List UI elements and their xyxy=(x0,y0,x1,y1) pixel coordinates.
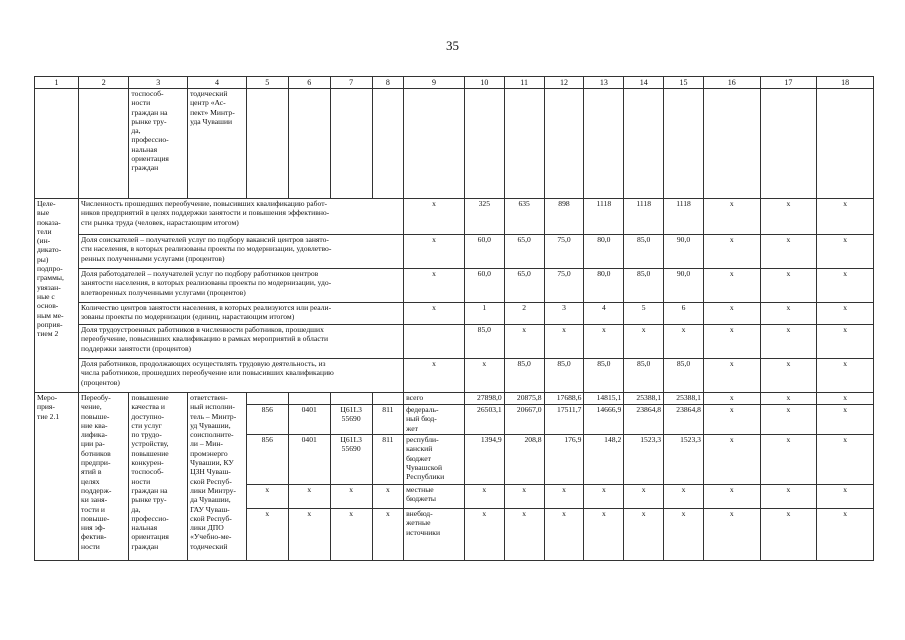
funding-value: x xyxy=(544,509,584,561)
funding-value: x xyxy=(703,485,760,509)
indicator-row xyxy=(35,325,874,359)
indicator-value: 85,0 xyxy=(624,269,664,303)
indicator-value: 1118 xyxy=(624,199,664,235)
indicator-value: 65,0 xyxy=(504,235,544,269)
indicator-text: Количество центров занятости населения, в которых реализуются или реали- зованы проекты по модернизации (единиц, нарастающим итогом) xyxy=(79,303,404,325)
indicator-value: x xyxy=(817,325,874,359)
indicator-value: x xyxy=(703,199,760,235)
funding-value: x xyxy=(584,485,624,509)
funding-value: x xyxy=(664,509,704,561)
indicator-value: x xyxy=(817,235,874,269)
funding-value: x xyxy=(703,435,760,485)
measure-label: Меро- прия- тие 2.1 xyxy=(35,393,79,561)
measure-name: Переобу- чение, повыше- ние ква- лифика- ции ра- ботников предпри- ятий в целях поддерж- ки заня- тости и повыше- ния эф- фектив- ности xyxy=(79,393,129,561)
indicator-value: x xyxy=(817,199,874,235)
funding-row xyxy=(35,393,874,405)
indicator-value: 6 xyxy=(664,303,704,325)
funding-value: 1394,9 xyxy=(464,435,504,485)
indicator-row xyxy=(35,359,874,393)
budget-code: x xyxy=(372,509,403,561)
indicator-value: 85,0 xyxy=(664,359,704,393)
budget-code: 811 xyxy=(372,405,403,435)
indicator-value: x xyxy=(504,325,544,359)
column-number-18: 18 xyxy=(817,77,874,89)
funding-value: x xyxy=(624,509,664,561)
indicator-value: 90,0 xyxy=(664,269,704,303)
funding-value: 20667,0 xyxy=(504,405,544,435)
header-row xyxy=(35,77,874,89)
indicator-value: x xyxy=(624,325,664,359)
funding-value: 17688,6 xyxy=(544,393,584,405)
indicator-value: x xyxy=(404,303,465,325)
funding-value: 148,2 xyxy=(584,435,624,485)
column-number-10: 10 xyxy=(464,77,504,89)
funding-value: x xyxy=(760,485,817,509)
funding-value: x xyxy=(703,405,760,435)
measure-task: повышение качества и доступно- сти услуг по трудо- устройству, повышение конкурен- тоспособ- ности граждан на рынке тру- да, профессио- нальная ориентация граждан xyxy=(129,393,188,561)
indicator-value: 898 xyxy=(544,199,584,235)
table-cell xyxy=(817,89,874,199)
indicator-row xyxy=(35,199,874,235)
indicator-text: Доля соискателей – получателей услуг по подбору вакансий центров занято- сти населения, в которых реализованы проекты по модернизации, удовлетво- ренных полученными услугами (процентов) xyxy=(79,235,404,269)
indicator-value: 4 xyxy=(584,303,624,325)
funding-value: x xyxy=(760,405,817,435)
indicator-value: x xyxy=(703,359,760,393)
table-cell xyxy=(760,89,817,199)
funding-value: x xyxy=(584,509,624,561)
indicator-value: 60,0 xyxy=(464,235,504,269)
budget-code: x xyxy=(288,485,330,509)
funding-value: 25388,1 xyxy=(664,393,704,405)
budget-code: Ц61L3 55690 xyxy=(330,405,372,435)
indicator-value: x xyxy=(544,325,584,359)
indicator-value: 635 xyxy=(504,199,544,235)
budget-code xyxy=(372,393,403,405)
indicator-value: 2 xyxy=(504,303,544,325)
column-number-11: 11 xyxy=(504,77,544,89)
column-number-8: 8 xyxy=(372,77,403,89)
indicator-value: x xyxy=(703,235,760,269)
indicator-value: x xyxy=(760,269,817,303)
budget-code xyxy=(330,393,372,405)
funding-value: 23864,8 xyxy=(664,405,704,435)
indicator-value: 85,0 xyxy=(584,359,624,393)
table-cell xyxy=(544,89,584,199)
budget-code: x xyxy=(288,509,330,561)
indicator-value: x xyxy=(760,199,817,235)
budget-code: Ц61L3 55690 xyxy=(330,435,372,485)
table-cell xyxy=(404,89,465,199)
indicator-value: x xyxy=(760,359,817,393)
indicator-text: Доля трудоустроенных работников в численности работников, прошедших переобучение, повысивших квалификацию в рамках мероприятий в области поддержки занятости (процентов) xyxy=(79,325,404,359)
funding-source: республи- канский бюджет Чувашской Республики xyxy=(404,435,465,485)
funding-value: x xyxy=(544,485,584,509)
funding-value: x xyxy=(464,485,504,509)
indicator-value: 75,0 xyxy=(544,269,584,303)
funding-value: x xyxy=(817,435,874,485)
indicator-value: 1 xyxy=(464,303,504,325)
budget-code: 0401 xyxy=(288,435,330,485)
column-number-13: 13 xyxy=(584,77,624,89)
table-cell xyxy=(246,89,288,199)
column-number-4: 4 xyxy=(188,77,247,89)
funding-value: x xyxy=(760,435,817,485)
column-number-1: 1 xyxy=(35,77,79,89)
budget-code: x xyxy=(330,509,372,561)
table-cell xyxy=(372,89,403,199)
continuation-row xyxy=(35,89,874,199)
funding-value: 14666,9 xyxy=(584,405,624,435)
funding-value: 20875,8 xyxy=(504,393,544,405)
table-cell xyxy=(584,89,624,199)
funding-value: 26503,1 xyxy=(464,405,504,435)
targets-label: Целе- вые показа- тели (ин- дикато- ры) подпро- граммы, увязан- ные с основ- ным ме- роприя- тием 2 xyxy=(35,199,79,393)
funding-value: 1523,3 xyxy=(624,435,664,485)
indicator-text: Доля работников, продолжающих осуществлять трудовую деятельность, из числа работников, прошедших переобучение или повысивших квалификацию (процентов) xyxy=(79,359,404,393)
column-number-14: 14 xyxy=(624,77,664,89)
funding-source: внебюд- жетные источники xyxy=(404,509,465,561)
funding-source: местные бюджеты xyxy=(404,485,465,509)
budget-code: x xyxy=(246,485,288,509)
table-cell xyxy=(35,89,79,199)
budget-code xyxy=(246,393,288,405)
funding-value: x xyxy=(817,393,874,405)
cont-executor-text: тодический центр «Ас- пект» Минтр- уда Чувашии xyxy=(188,89,247,199)
table-cell xyxy=(624,89,664,199)
indicator-row xyxy=(35,235,874,269)
table-cell xyxy=(330,89,372,199)
table-cell xyxy=(464,89,504,199)
indicator-value: x xyxy=(760,325,817,359)
table-cell xyxy=(703,89,760,199)
budget-code xyxy=(288,393,330,405)
indicator-value: x xyxy=(404,235,465,269)
column-number-17: 17 xyxy=(760,77,817,89)
indicator-value: x xyxy=(664,325,704,359)
funding-value: 27898,0 xyxy=(464,393,504,405)
budget-code: x xyxy=(246,509,288,561)
funding-value: x xyxy=(760,509,817,561)
indicator-value: x xyxy=(464,359,504,393)
column-number-12: 12 xyxy=(544,77,584,89)
indicator-value: x xyxy=(584,325,624,359)
column-number-5: 5 xyxy=(246,77,288,89)
budget-code: 856 xyxy=(246,405,288,435)
funding-value: x xyxy=(817,485,874,509)
indicator-row xyxy=(35,269,874,303)
funding-value: 14815,1 xyxy=(584,393,624,405)
indicator-value: x xyxy=(817,269,874,303)
table-cell xyxy=(664,89,704,199)
measure-executor: ответствен- ный исполни- тель – Минтр- уд Чувашии, соисполните- ли – Мин- промэнерго Чувашии, КУ ЦЗН Чуваш- ской Респуб- лики Минтру- да Чувашии, ГАУ Чуваш- ской Респуб- лики ДПО «Учебно-ме- тодический xyxy=(188,393,247,561)
indicator-value: 60,0 xyxy=(464,269,504,303)
indicator-value: x xyxy=(760,303,817,325)
funding-value: 1523,3 xyxy=(664,435,704,485)
indicator-value: 85,0 xyxy=(504,359,544,393)
column-number-6: 6 xyxy=(288,77,330,89)
indicator-value: 5 xyxy=(624,303,664,325)
funding-value: x xyxy=(760,393,817,405)
column-number-3: 3 xyxy=(129,77,188,89)
funding-value: x xyxy=(664,485,704,509)
indicator-text: Доля работодателей – получателей услуг по подбору работников центров занятости населения, в которых реализованы проекты по модернизации, удо- влетворенных полученными услугами (процентов) xyxy=(79,269,404,303)
funding-value: 208,8 xyxy=(504,435,544,485)
funding-value: x xyxy=(504,509,544,561)
indicator-text: Численность прошедших переобучение, повысивших квалификацию работ- ников предприятий в целях поддержки занятости и повышения эффективно- сти рынка труда (человек, нарастающим итогом) xyxy=(79,199,404,235)
funding-source: всего xyxy=(404,393,465,405)
indicator-value: x xyxy=(760,235,817,269)
indicator-value: 80,0 xyxy=(584,269,624,303)
indicator-value: 85,0 xyxy=(624,235,664,269)
budget-code: 811 xyxy=(372,435,403,485)
page-number: 35 xyxy=(446,38,459,53)
funding-value: 25388,1 xyxy=(624,393,664,405)
funding-value: x xyxy=(817,509,874,561)
indicator-value: 75,0 xyxy=(544,235,584,269)
funding-value: x xyxy=(624,485,664,509)
funding-value: 23864,8 xyxy=(624,405,664,435)
indicator-value: 85,0 xyxy=(624,359,664,393)
indicator-value: 65,0 xyxy=(504,269,544,303)
indicator-value: x xyxy=(404,199,465,235)
funding-value: x xyxy=(504,485,544,509)
budget-code: x xyxy=(372,485,403,509)
table-cell xyxy=(288,89,330,199)
funding-value: 17511,7 xyxy=(544,405,584,435)
column-number-9: 9 xyxy=(404,77,465,89)
funding-value: x xyxy=(703,393,760,405)
indicator-value: 85,0 xyxy=(544,359,584,393)
table-cell xyxy=(79,89,129,199)
funding-source: федераль- ный бюд- жет xyxy=(404,405,465,435)
indicator-value: 1118 xyxy=(664,199,704,235)
funding-value: 176,9 xyxy=(544,435,584,485)
funding-value: x xyxy=(703,509,760,561)
column-number-7: 7 xyxy=(330,77,372,89)
indicator-value: 90,0 xyxy=(664,235,704,269)
column-number-16: 16 xyxy=(703,77,760,89)
indicator-value xyxy=(404,325,465,359)
budget-code: 0401 xyxy=(288,405,330,435)
indicator-value: x xyxy=(703,325,760,359)
table-cell xyxy=(504,89,544,199)
funding-value: x xyxy=(464,509,504,561)
column-number-2: 2 xyxy=(79,77,129,89)
budget-code: 856 xyxy=(246,435,288,485)
indicator-value: x xyxy=(703,269,760,303)
indicator-row xyxy=(35,303,874,325)
program-table xyxy=(34,76,874,561)
indicator-value: 80,0 xyxy=(584,235,624,269)
indicator-value: 3 xyxy=(544,303,584,325)
indicator-value: x xyxy=(703,303,760,325)
indicator-value: x xyxy=(817,359,874,393)
budget-code: x xyxy=(330,485,372,509)
cont-task-text: тоспособ- ности граждан на рынке тру- да, профессио- нальная ориентация граждан xyxy=(129,89,188,199)
indicator-value: 1118 xyxy=(584,199,624,235)
indicator-value: 85,0 xyxy=(464,325,504,359)
indicator-value: 325 xyxy=(464,199,504,235)
indicator-value: x xyxy=(404,269,465,303)
indicator-value: x xyxy=(817,303,874,325)
indicator-value: x xyxy=(404,359,465,393)
column-number-15: 15 xyxy=(664,77,704,89)
funding-value: x xyxy=(817,405,874,435)
